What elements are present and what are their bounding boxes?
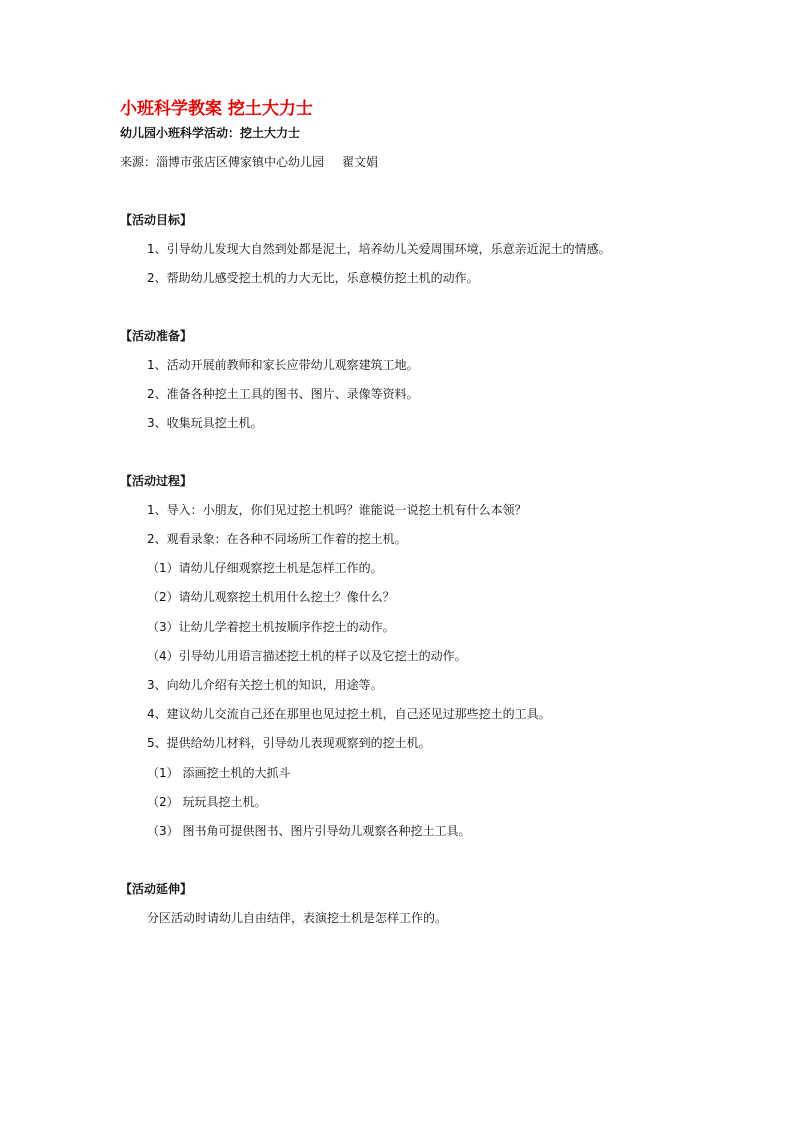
process-subitem: （3） 图书角可提供图书、图片引导幼儿观察各种挖土工具。 — [147, 824, 471, 838]
section-heading-goals: 【活动目标】 — [120, 213, 193, 227]
goal-item: 2、帮助幼儿感受挖土机的力大无比，乐意模仿挖土机的动作。 — [147, 271, 479, 285]
process-item: 3、向幼儿介绍有关挖土机的知识，用途等。 — [147, 678, 383, 692]
process-item: 2、观看录象：在各种不同场所工作着的挖土机。 — [147, 532, 407, 546]
page-title: 小班科学教案 挖土大力士 — [120, 99, 313, 119]
process-subitem: （3）让幼儿学着挖土机按顺序作挖土的动作。 — [147, 620, 395, 634]
process-item: 4、建议幼儿交流自己还在那里也见过挖土机，自己还见过那些挖土的工具。 — [147, 707, 551, 721]
process-subitem: （2） 玩玩具挖土机。 — [147, 795, 267, 809]
section-heading-prep: 【活动准备】 — [120, 329, 193, 343]
prep-item: 3、收集玩具挖土机。 — [147, 416, 263, 430]
process-item: 1、导入：小朋友，你们见过挖土机吗？谁能说一说挖土机有什么本领？ — [147, 503, 527, 517]
process-subitem: （4）引导幼儿用语言描述挖土机的样子以及它挖土的动作。 — [147, 649, 467, 663]
section-heading-process: 【活动过程】 — [120, 474, 193, 488]
process-item: 5、提供给幼儿材料，引导幼儿表现观察到的挖土机。 — [147, 736, 431, 750]
process-subitem: （1）请幼儿仔细观察挖土机是怎样工作的。 — [147, 561, 383, 575]
process-subitem: （1） 添画挖土机的大抓斗 — [147, 766, 291, 780]
extension-item: 分区活动时请幼儿自由结伴，表演挖土机是怎样工作的。 — [147, 911, 448, 925]
author-name: 翟文娟 — [342, 155, 379, 169]
section-heading-extension: 【活动延伸】 — [120, 882, 193, 896]
process-subitem: （2）请幼儿观察挖土机用什么挖土？像什么？ — [147, 590, 395, 604]
prep-item: 1、活动开展前教师和家长应带幼儿观察建筑工地。 — [147, 358, 419, 372]
source-line — [120, 153, 378, 170]
source-text: 来源：淄博市张店区傅家镇中心幼儿园 — [120, 155, 325, 169]
goal-item: 1、引导幼儿发现大自然到处都是泥土，培养幼儿关爱周围环境，乐意亲近泥土的情感。 — [147, 242, 611, 256]
page-subtitle: 幼儿园小班科学活动：挖土大力士 — [120, 126, 301, 140]
prep-item: 2、准备各种挖土工具的图书、图片、录像等资料。 — [147, 387, 419, 401]
